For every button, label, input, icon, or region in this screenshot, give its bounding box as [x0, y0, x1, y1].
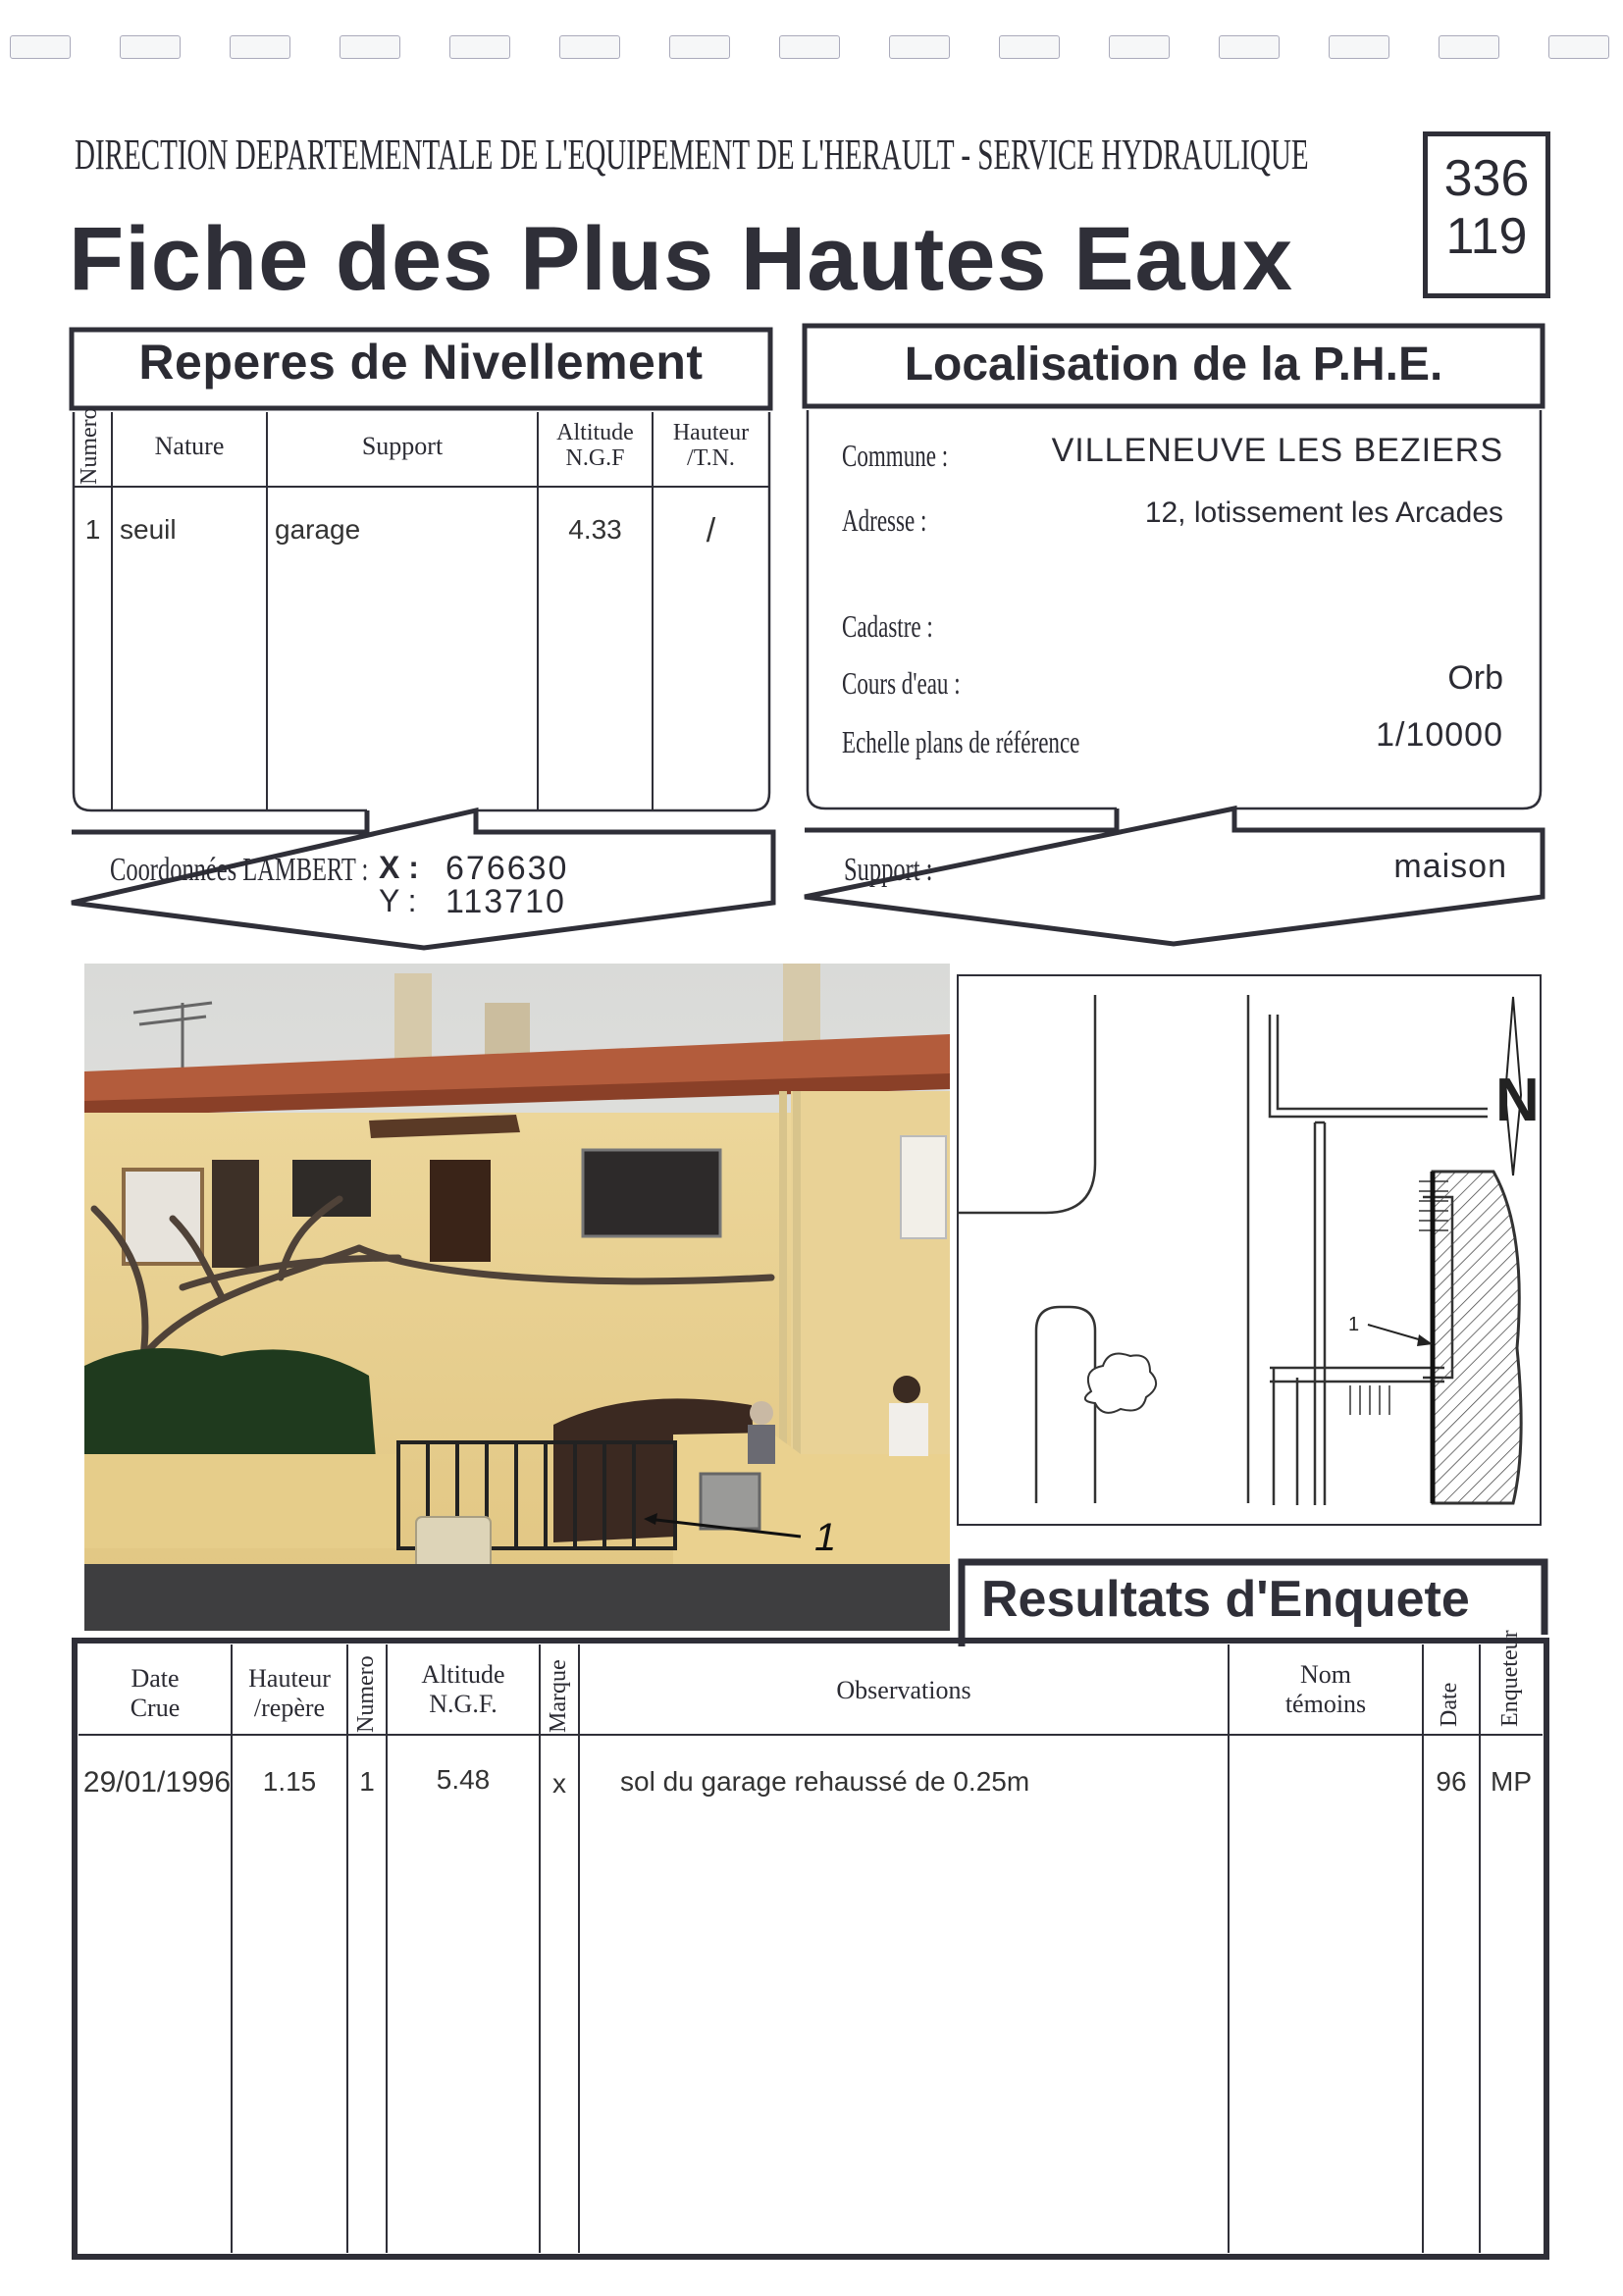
resultats-row-hauteur: 1.15	[262, 1766, 317, 1797]
north-arrow-icon: N	[1495, 1067, 1540, 1134]
reperes-col-nature: Nature	[154, 432, 225, 460]
page-title: Fiche des Plus Hautes Eaux	[69, 209, 1294, 309]
resultats-col-date-crue	[79, 1664, 232, 1723]
resultats-row-enqueteur: MP	[1491, 1766, 1532, 1797]
coordinate-y-value: 113710	[445, 883, 566, 920]
reperes-col-hauteur-line1: Hauteur	[672, 420, 750, 445]
resultats-col-altitude-line2: N.G.F.	[429, 1690, 497, 1718]
resultats-col-marque: Marque	[546, 1659, 571, 1733]
resultats-col-hauteur-line2: /repère	[253, 1694, 326, 1722]
reference-number-top: 336	[1443, 150, 1530, 207]
resultats-row-date: 29/01/1996	[82, 1766, 232, 1799]
support-value: maison	[1393, 848, 1507, 885]
support-label: Support :	[844, 852, 933, 888]
echelle-value: 1/10000	[1376, 716, 1503, 754]
resultats-col-nom-temoins	[1229, 1660, 1423, 1719]
resultats-col-date-enquete: Date	[1437, 1682, 1462, 1727]
resultats-row-date-enquete: 96	[1436, 1766, 1467, 1797]
cours-eau-label: Cours d'eau :	[842, 665, 961, 701]
resultats-row-numero: 1	[359, 1766, 375, 1797]
reperes-table-outline	[74, 412, 769, 810]
cours-eau-value: Orb	[1447, 659, 1503, 697]
resultats-col-hauteur-line1: Hauteur	[248, 1664, 331, 1693]
photo-marker-1: 1	[814, 1516, 837, 1559]
echelle-label: Echelle plans de référence	[842, 724, 1080, 759]
resultats-col-nom-temoins-line1: Nom	[1300, 1660, 1351, 1689]
resultats-col-observations: Observations	[836, 1676, 971, 1704]
reperes-col-hauteur-line2: /T.N.	[687, 445, 735, 471]
reperes-row-support: garage	[275, 514, 361, 545]
cadastre-label: Cadastre :	[842, 608, 933, 644]
site-plan	[958, 975, 1541, 1525]
reperes-title: Reperes de Nivellement	[138, 335, 704, 390]
house-photo	[84, 964, 950, 1631]
reperes-row-altitude: 4.33	[568, 514, 622, 545]
commune-value: VILLENEUVE LES BEZIERS	[1051, 432, 1503, 469]
reperes-col-altitude-line2: N.G.F	[565, 445, 625, 471]
resultats-row-marque: x	[552, 1768, 566, 1799]
adresse-value: 12, lotissement les Arcades	[1144, 496, 1503, 529]
coordinate-y-label: Y :	[379, 883, 417, 918]
resultats-col-nom-temoins-line2: témoins	[1284, 1690, 1367, 1718]
coordinate-x-value: 676630	[445, 850, 569, 887]
reference-number-bottom: 119	[1445, 208, 1528, 265]
resultats-title: Resultats d'Enquete	[981, 1571, 1470, 1628]
reperes-row-nature: seuil	[120, 514, 177, 545]
reperes-col-support: Support	[361, 432, 444, 460]
adresse-label: Adresse :	[842, 502, 927, 538]
commune-label: Commune :	[842, 438, 949, 473]
coordinates-label: Coordonnées LAMBERT :	[110, 852, 369, 888]
reperes-row-numero: 1	[84, 514, 101, 545]
resultats-col-date-crue-line1: Date	[131, 1664, 180, 1693]
coordinate-x-label: X :	[379, 850, 419, 885]
reperes-row-hauteur: /	[706, 512, 716, 549]
resultats-table-frame	[75, 1641, 1546, 2257]
organization-header: DIRECTION DEPARTEMENTALE DE L'EQUIPEMENT DE L'HERAULT - SERVICE HYDRAULIQUE	[75, 130, 1309, 179]
resultats-col-altitude-line1: Altitude	[421, 1660, 505, 1689]
plan-marker-1: 1	[1348, 1314, 1360, 1335]
resultats-col-numero: Numero	[353, 1655, 379, 1733]
resultats-row-altitude: 5.48	[436, 1764, 491, 1795]
reperes-col-altitude	[538, 420, 653, 471]
localisation-title: Localisation de la P.H.E.	[904, 339, 1443, 391]
resultats-col-enqueteur: Enqueteur	[1497, 1630, 1523, 1727]
reperes-col-hauteur	[653, 420, 769, 471]
resultats-col-hauteur	[232, 1664, 347, 1723]
reperes-col-numero: Numero	[77, 407, 102, 485]
reperes-col-altitude-line1: Altitude	[556, 420, 634, 445]
resultats-col-altitude	[387, 1660, 540, 1719]
resultats-col-date-crue-line2: Crue	[130, 1694, 181, 1722]
resultats-row-observations: sol du garage rehaussé de 0.25m	[620, 1766, 1030, 1797]
